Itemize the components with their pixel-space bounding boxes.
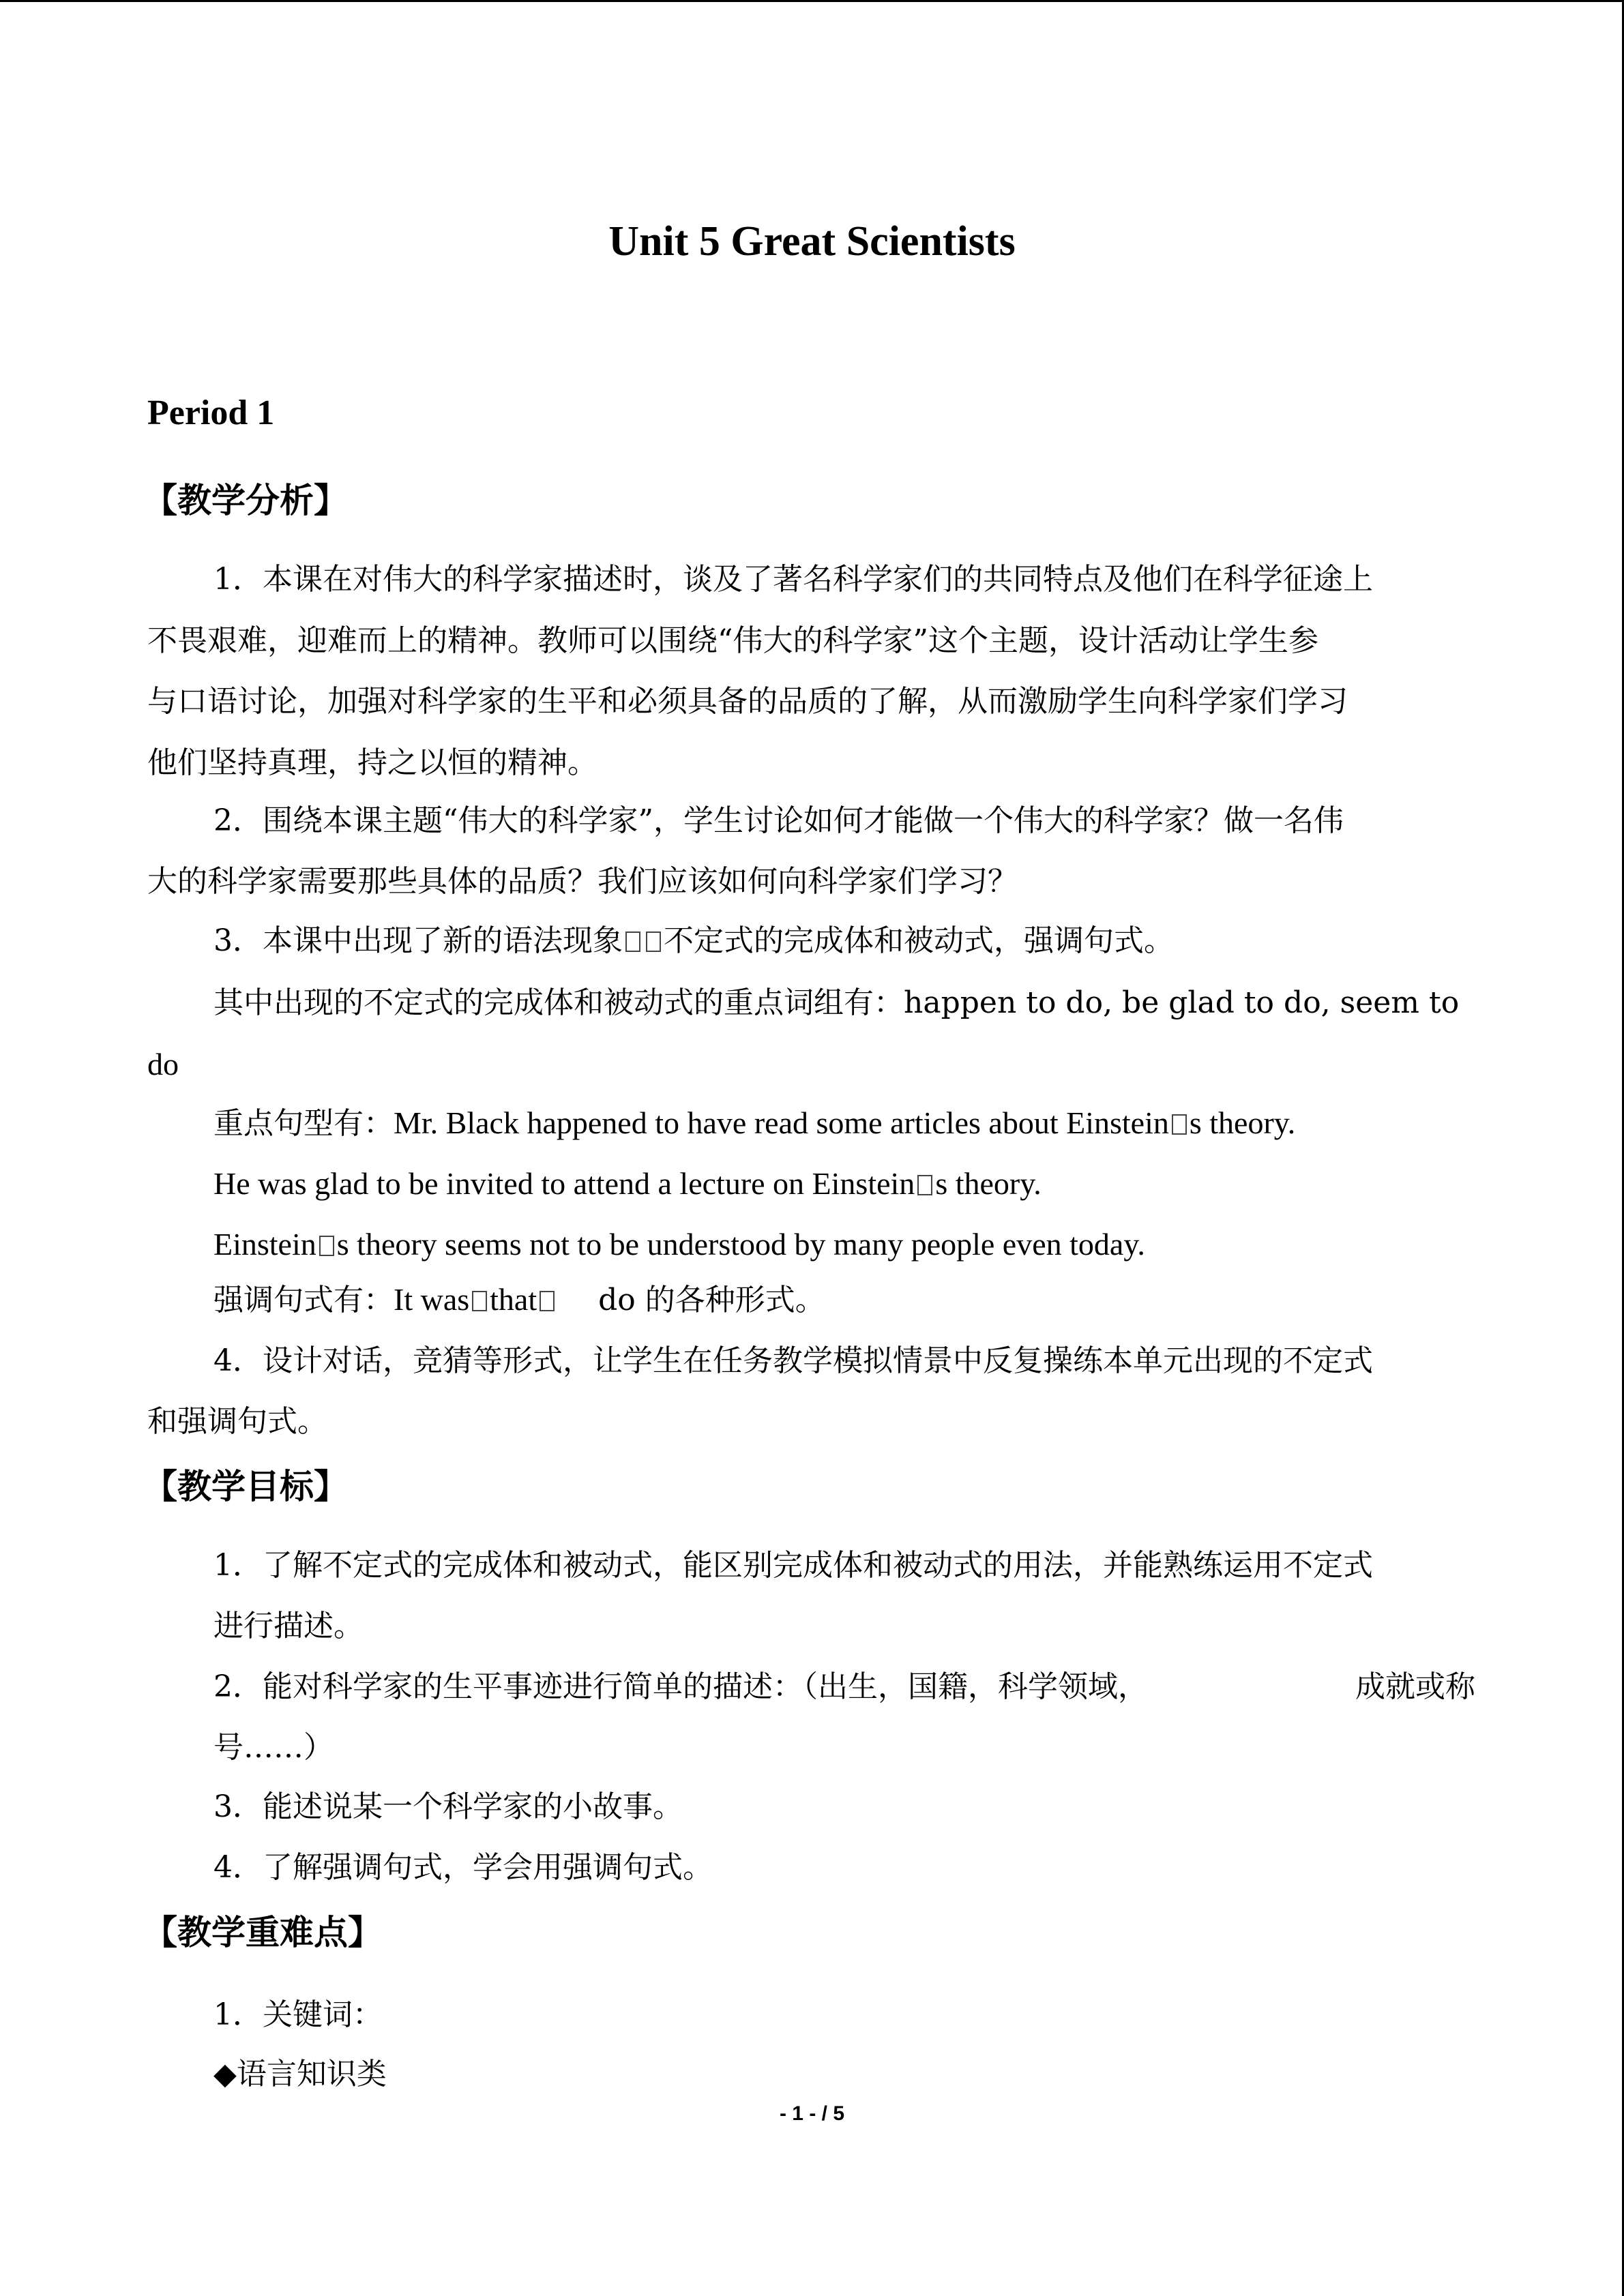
analysis-p2-line1: 2．围绕本课主题“伟大的科学家”，学生讨论如何才能做一个伟大的科学家？做一名伟 bbox=[213, 803, 1344, 838]
section-heading-key-points: 【教学重难点】 bbox=[143, 1913, 382, 1952]
analysis-p3-phrases-text: 其中出现的不定式的完成体和被动式的重点词组有：happen to do, be glad to do, seem to bbox=[213, 985, 1460, 1020]
sentence2-text-a: He was glad to be invited to attend a lecture on Einstein bbox=[213, 1166, 915, 1201]
analysis-p3-phrases-wrap: do bbox=[147, 1047, 179, 1082]
emphasis-text-c: do 的各种形式。 bbox=[598, 1283, 825, 1317]
sentence1-text-a: Mr. Black happened to have read some articles about Einstein bbox=[394, 1105, 1169, 1140]
sentence3-text-a: Einstein bbox=[213, 1227, 316, 1262]
objective-1-line2: 进行描述。 bbox=[213, 1609, 364, 1643]
analysis-p3-line bbox=[213, 921, 1174, 961]
analysis-p3-sentence3 bbox=[213, 1224, 1145, 1266]
analysis-p3-sentence2 bbox=[213, 1163, 1042, 1205]
key-point-1: 1．关键词： bbox=[213, 1997, 383, 2032]
objective-3: 3．能述说某一个科学家的小故事。 bbox=[213, 1789, 683, 1824]
objective-1-line1: 1．了解不定式的完成体和被动式，能区别完成体和被动式的用法，并能熟练运用不定式 bbox=[213, 1548, 1373, 1583]
objective-2-text-b: 成就或称 bbox=[1355, 1669, 1475, 1704]
analysis-p3-text-b: 不定式的完成体和被动式，强调句式。 bbox=[664, 923, 1174, 958]
analysis-p1-line3: 与口语讨论，加强对科学家的生平和必须具备的品质的了解，从而激励学生向科学家们学习 bbox=[147, 684, 1348, 719]
analysis-p3-phrases-line bbox=[213, 983, 1459, 1024]
missing-glyph-box bbox=[917, 1175, 932, 1195]
analysis-p2-line2: 大的科学家需要那些具体的品质？我们应该如何向科学家们学习？ bbox=[147, 864, 1018, 899]
analysis-p1-line2: 不畏艰难，迎难而上的精神。教师可以围绕“伟大的科学家”这个主题，设计活动让学生参 bbox=[147, 623, 1318, 658]
missing-glyph-box bbox=[1172, 1114, 1187, 1135]
section-heading-analysis: 【教学分析】 bbox=[143, 481, 348, 520]
emphasis-text-b: that bbox=[490, 1282, 537, 1317]
emphasis-label: 强调句式有： bbox=[213, 1283, 394, 1317]
objective-2-line2: 号……） bbox=[213, 1730, 334, 1765]
missing-glyph-box bbox=[472, 1291, 487, 1311]
missing-glyph-box bbox=[540, 1291, 555, 1311]
sentence1-text-b: s theory. bbox=[1189, 1105, 1296, 1140]
missing-glyph-box bbox=[625, 931, 640, 952]
analysis-p4-line1: 4．设计对话，竞猜等形式，让学生在任务教学模拟情景中反复操练本单元出现的不定式 bbox=[213, 1343, 1373, 1378]
missing-glyph-box bbox=[646, 931, 661, 952]
analysis-p3-emphasis bbox=[213, 1279, 825, 1321]
period-heading: Period 1 bbox=[147, 393, 275, 432]
analysis-p4-line2: 和强调句式。 bbox=[147, 1404, 327, 1439]
analysis-p1-line1: 1．本课在对伟大的科学家描述时，谈及了著名科学家们的共同特点及他们在科学征途上 bbox=[213, 562, 1373, 597]
analysis-p3-text-a: 3．本课中出现了新的语法现象 bbox=[213, 923, 623, 958]
objective-2-line1 bbox=[213, 1667, 1475, 1708]
page-border-top bbox=[0, 0, 1624, 2]
objective-2-text-a: 2．能对科学家的生平事迹进行简单的描述：（出生，国籍，科学领域， bbox=[213, 1669, 1148, 1704]
sentences-label: 重点句型有： bbox=[213, 1106, 394, 1141]
analysis-p3-sentence1 bbox=[213, 1103, 1295, 1144]
page-number: - 1 - / 5 bbox=[779, 2102, 845, 2125]
emphasis-text-a: It was bbox=[394, 1282, 470, 1317]
missing-glyph-box bbox=[319, 1236, 334, 1256]
key-point-language-knowledge: ◆语言知识类 bbox=[213, 2057, 387, 2091]
sentence3-text-b: s theory seems not to be understood by many people even today. bbox=[336, 1227, 1145, 1262]
sentence2-text-b: s theory. bbox=[935, 1166, 1042, 1201]
objective-4: 4．了解强调句式，学会用强调句式。 bbox=[213, 1850, 713, 1885]
document-title: Unit 5 Great Scientists bbox=[608, 218, 1016, 265]
analysis-p1-line4: 他们坚持真理，持之以恒的精神。 bbox=[147, 745, 597, 780]
section-heading-objectives: 【教学目标】 bbox=[143, 1467, 348, 1506]
